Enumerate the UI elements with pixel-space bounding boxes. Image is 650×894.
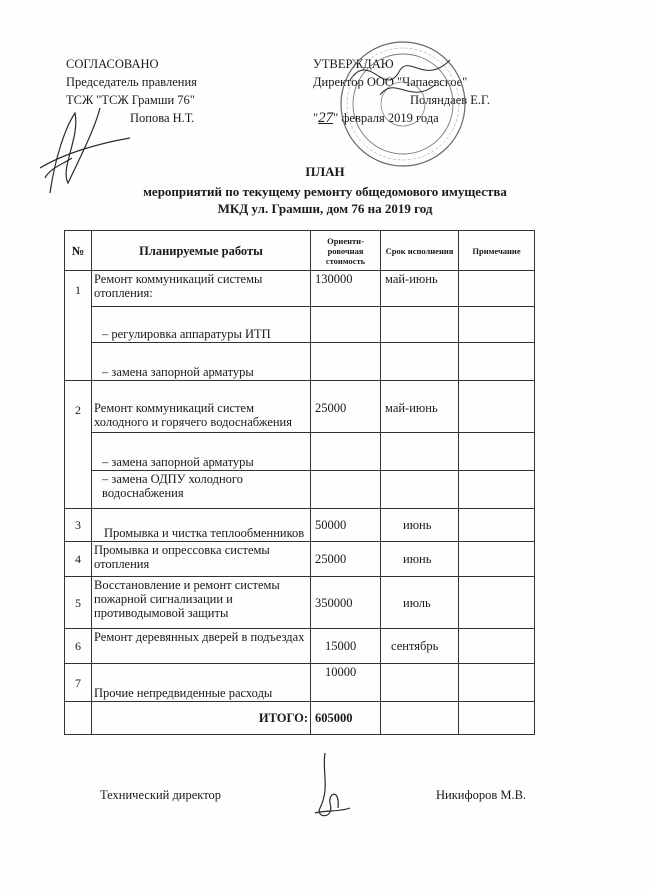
total-value: 605000 xyxy=(311,702,381,735)
row-note xyxy=(459,307,535,343)
row-term xyxy=(381,433,459,471)
hoa-name: ТСЖ "ТСЖ Грамши 76" xyxy=(66,93,195,107)
table-row xyxy=(65,577,535,629)
row-note xyxy=(459,542,535,577)
row-cost: 50000 xyxy=(311,509,381,542)
row-num: 2 xyxy=(65,381,92,509)
header-note: Примечание xyxy=(459,231,535,271)
row-work: – регулировка аппаратуры ИТП xyxy=(92,307,311,343)
row-term: июнь xyxy=(381,542,459,577)
row-work: – замена ОДПУ холодного водоснабжения xyxy=(92,471,311,509)
header-cost: Ориенти-ровочная стоимость xyxy=(311,231,381,271)
approved-label: УТВЕРЖДАЮ xyxy=(313,57,394,71)
row-term: июль xyxy=(381,577,459,629)
row-num: 5 xyxy=(65,577,92,629)
table-row xyxy=(65,381,535,433)
row-num: 3 xyxy=(65,509,92,542)
footer-name: Никифоров М.В. xyxy=(436,788,527,802)
row-term xyxy=(381,307,459,343)
table-row xyxy=(65,471,535,509)
director-name: Поляндаев Е.Г. xyxy=(410,93,490,107)
row-work: Восстановление и ремонт системы пожарной сигнализации и противодымовой защиты xyxy=(92,577,311,629)
row-num: 7 xyxy=(65,664,92,702)
row-cost xyxy=(311,471,381,509)
row-cost xyxy=(311,307,381,343)
footer-position: Технический директор xyxy=(100,788,221,802)
row-cost: 25000 xyxy=(311,381,381,433)
row-cost xyxy=(311,433,381,471)
plan-address: МКД ул. Грамши, дом 76 на 2019 год xyxy=(217,201,433,216)
row-cost: 15000 xyxy=(311,629,381,664)
table-row xyxy=(65,509,535,542)
row-work: Промывка и чистка теплообменников xyxy=(92,509,311,542)
approval-date: "27" февраля 2019 года xyxy=(313,110,439,126)
approval-day: 27 xyxy=(318,110,334,126)
row-num: 4 xyxy=(65,542,92,577)
table-row xyxy=(65,664,535,702)
row-term: май-июнь xyxy=(381,381,459,433)
header-term: Срок исполнения xyxy=(381,231,459,271)
row-term: июнь xyxy=(381,509,459,542)
row-note xyxy=(459,509,535,542)
director-signature-icon xyxy=(340,40,460,120)
total-label: ИТОГО: xyxy=(92,702,311,735)
row-work: Ремонт деревянных дверей в подъездах xyxy=(92,629,311,664)
row-note xyxy=(459,381,535,433)
table-row xyxy=(65,629,535,664)
row-work: Прочие непредвиденные расходы xyxy=(92,664,311,702)
row-work: Ремонт коммуникаций систем холодного и горячего водоснабжения xyxy=(92,381,311,433)
row-cost: 10000 xyxy=(311,664,381,702)
plan-subtitle: мероприятий по текущему ремонту общедомового имущества xyxy=(143,184,507,199)
table-row xyxy=(65,271,535,307)
chairman-name: Попова Н.Т. xyxy=(130,111,195,125)
row-term: сентябрь xyxy=(381,629,459,664)
row-term xyxy=(381,471,459,509)
row-cost: 350000 xyxy=(311,577,381,629)
row-num: 6 xyxy=(65,629,92,664)
row-cost: 130000 xyxy=(311,271,381,307)
table-row xyxy=(65,542,535,577)
repair-plan-table xyxy=(64,230,535,735)
row-work: – замена запорной арматуры xyxy=(92,343,311,381)
plan-title: ПЛАН xyxy=(305,164,345,179)
table-row xyxy=(65,433,535,471)
total-row xyxy=(65,702,535,735)
chairman-position: Председатель правления xyxy=(66,75,197,89)
row-note xyxy=(459,343,535,381)
row-work: – замена запорной арматуры xyxy=(92,433,311,471)
row-term: май-июнь xyxy=(381,271,459,307)
table-header-row xyxy=(65,231,535,271)
header-num: № xyxy=(65,231,92,271)
table-row xyxy=(65,307,535,343)
row-note xyxy=(459,433,535,471)
row-term xyxy=(381,343,459,381)
row-work: Промывка и опрессовка системы отопления xyxy=(92,542,311,577)
row-note xyxy=(459,577,535,629)
header-works: Планируемые работы xyxy=(92,231,311,271)
row-note xyxy=(459,629,535,664)
director-position: Директор ООО "Чапаевское" xyxy=(313,75,468,89)
table-row xyxy=(65,343,535,381)
row-note xyxy=(459,471,535,509)
row-term xyxy=(381,664,459,702)
row-cost xyxy=(311,343,381,381)
row-num: 1 xyxy=(65,271,92,381)
row-work: Ремонт коммуникаций системы отопления: xyxy=(92,271,311,307)
row-note xyxy=(459,664,535,702)
technical-director-signature-icon xyxy=(300,748,360,828)
agreed-label: СОГЛАСОВАНО xyxy=(66,57,159,71)
row-note xyxy=(459,271,535,307)
row-cost: 25000 xyxy=(311,542,381,577)
